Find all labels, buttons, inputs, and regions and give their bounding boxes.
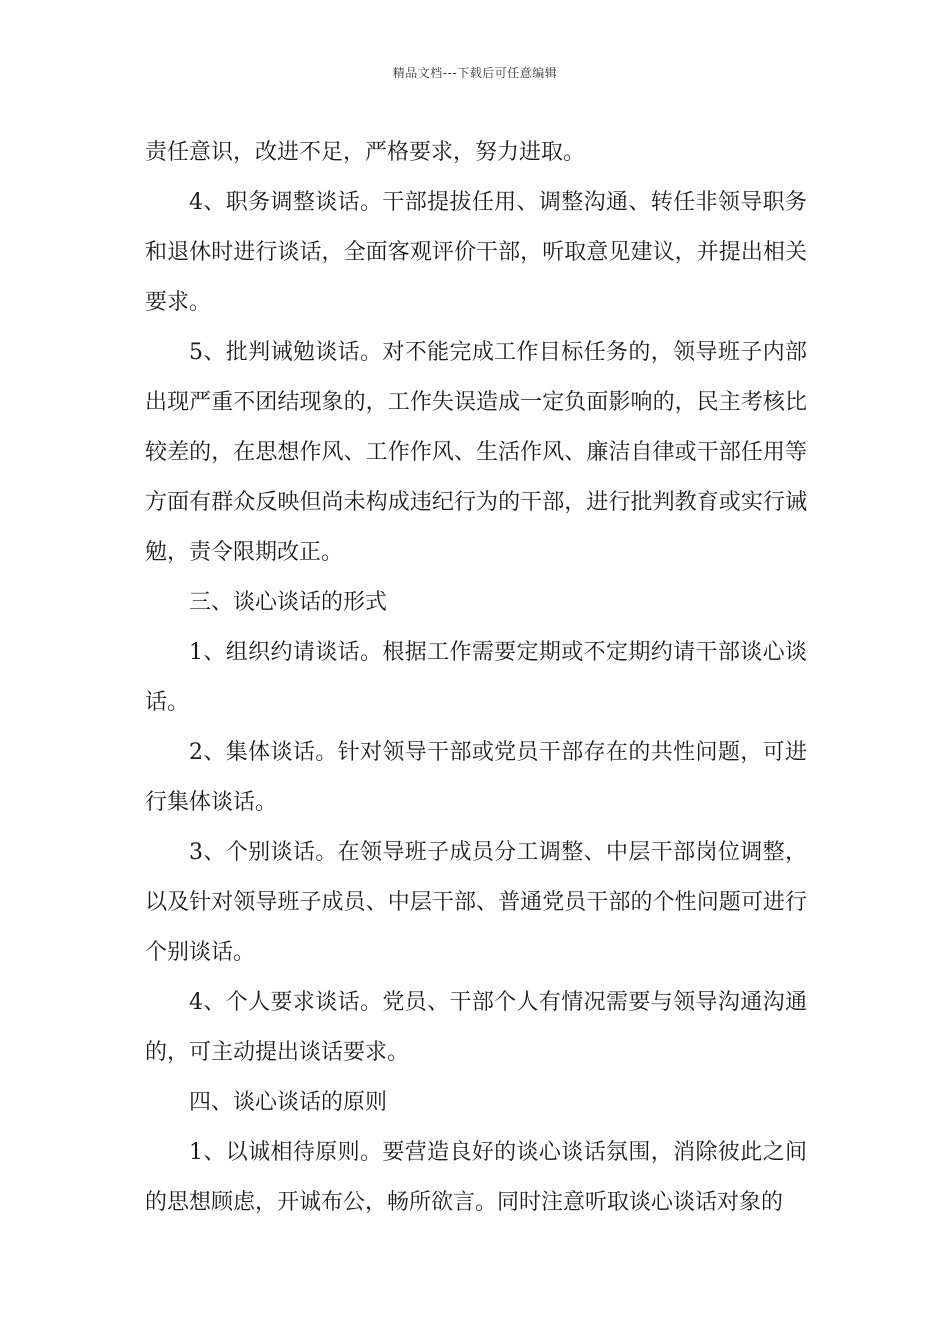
paragraph-continuation: 责任意识，改进不足，严格要求，努力进取。 [145,140,586,165]
section-heading-4: 四、谈心谈话的原则 [189,1090,388,1115]
section-heading-3: 三、谈心谈话的形式 [189,590,388,615]
paragraph-principle-1: 1、以诚相待原则。要营造良好的谈心谈话氛围，消除彼此之间的思想顾虑，开诚布公，畅所欲言。同时注意听取谈心谈话对象的 [145,1140,807,1215]
paragraph-form-3: 3、个别谈话。在领导班子成员分工调整、中层干部岗位调整，以及针对领导班子成员、中层干部、普通党员干部的个性问题可进行个别谈话。 [145,840,807,965]
page-header: 精品文档---下载后可任意编辑 [392,66,558,80]
document-body [145,128,807,1228]
paragraph-item-5-criticism: 5、批判诫勉谈话。对不能完成工作目标任务的，领导班子内部出现严重不团结现象的，工作失误造成一定负面影响的，民主考核比较差的，在思想作风、工作作风、生活作风、廉洁自律或干部任用等方面有群众反映但尚未构成违纪行为的干部，进行批判教育或实行诫勉，责令限期改正。 [145,340,807,565]
paragraph-form-4: 4、个人要求谈话。党员、干部个人有情况需要与领导沟通沟通的，可主动提出谈话要求。 [145,990,807,1065]
paragraph-form-1: 1、组织约请谈话。根据工作需要定期或不定期约请干部谈心谈话。 [145,640,807,715]
paragraph-item-4-job-adjustment: 4、职务调整谈话。干部提拔任用、调整沟通、转任非领导职务和退休时进行谈话，全面客观评价干部，听取意见建议，并提出相关要求。 [145,190,807,315]
paragraph-form-2: 2、集体谈话。针对领导干部或党员干部存在的共性问题，可进行集体谈话。 [145,740,807,815]
